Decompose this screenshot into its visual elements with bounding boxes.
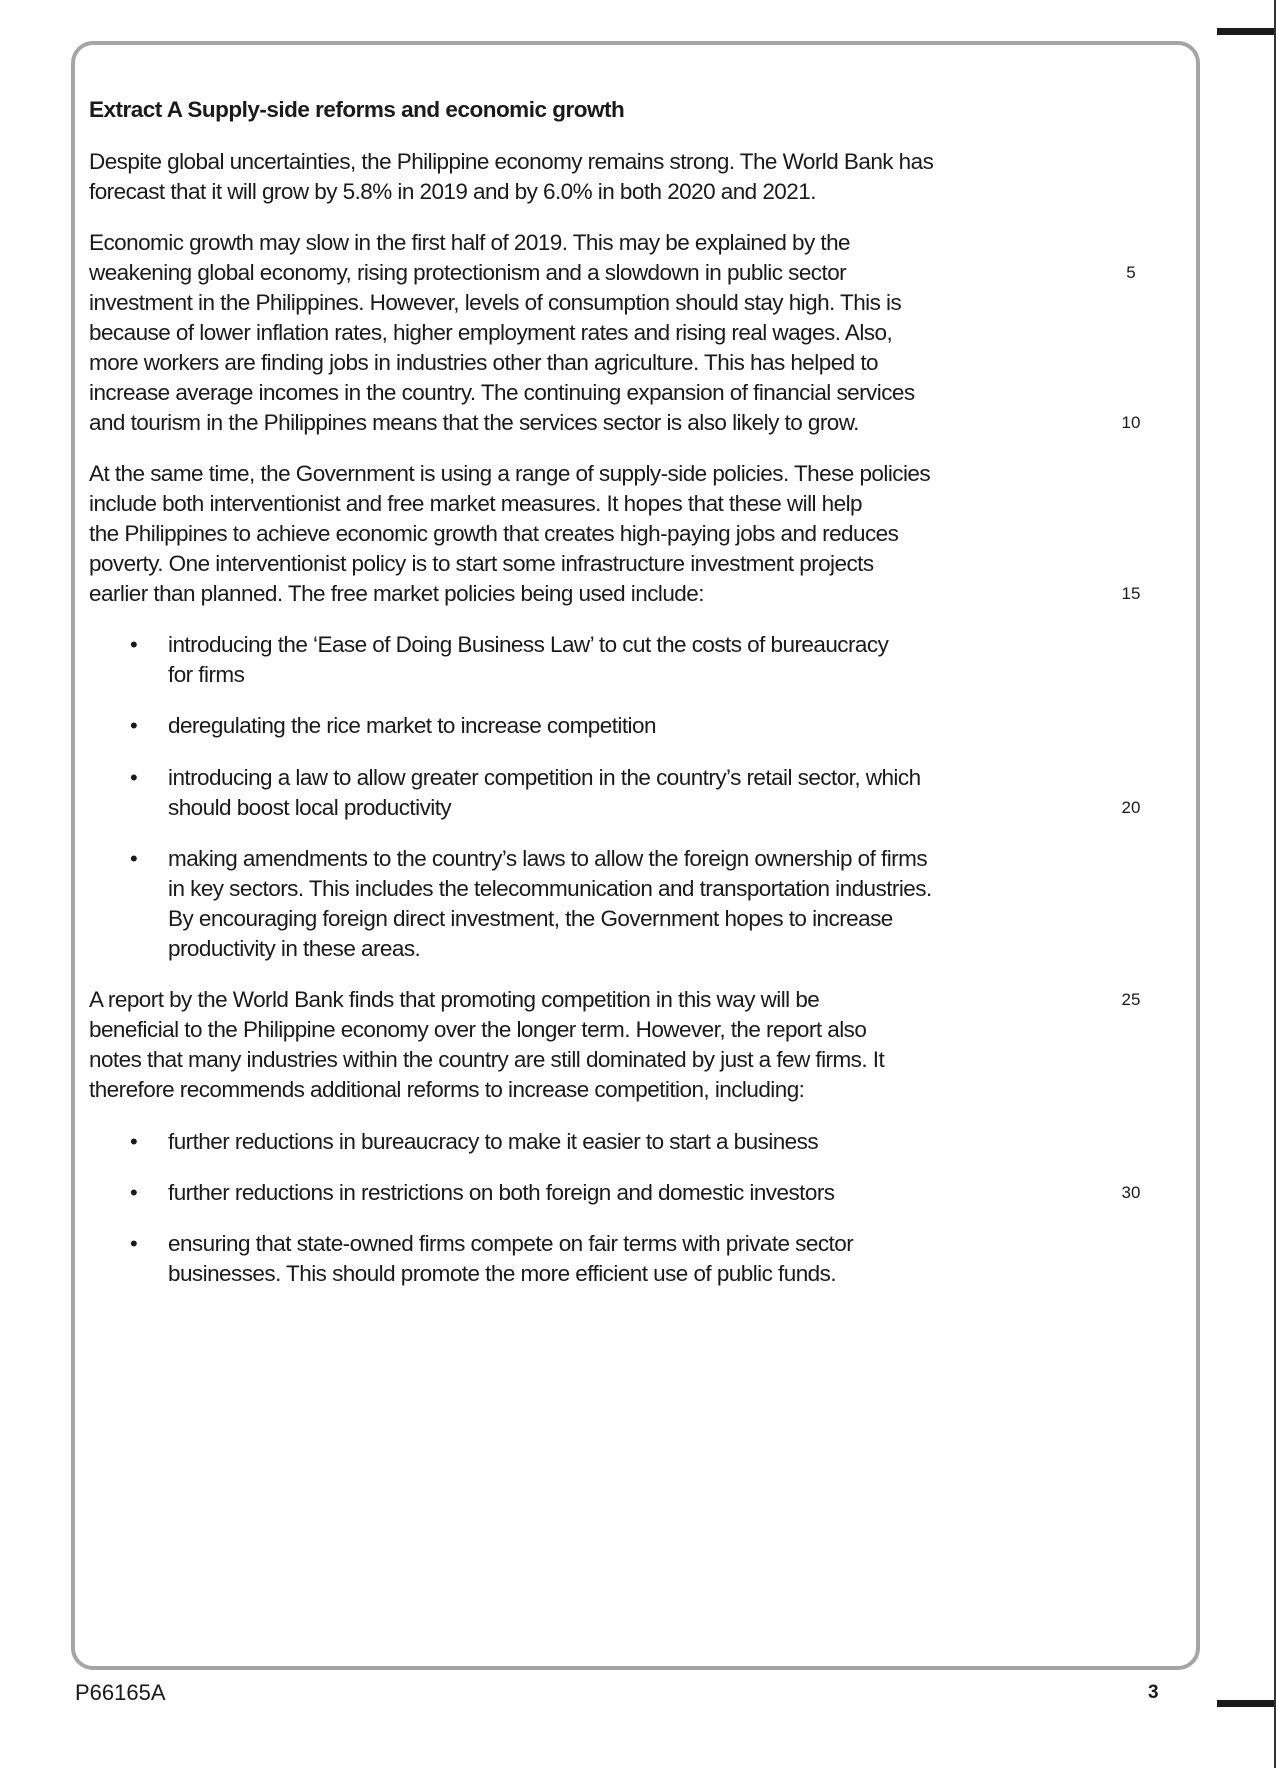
paragraph-2-line-7: and tourism in the Philippines means that the services sector is also likely to grow. <box>89 410 859 435</box>
bullet-1-4-line-1: making amendments to the country’s laws to allow the foreign ownership of firms <box>168 846 928 871</box>
bullet-2-1-line-1: further reductions in bureaucracy to make it easier to start a business <box>168 1129 819 1154</box>
paragraph-3-line-3: the Philippines to achieve economic growth that creates high-paying jobs and reduces <box>89 521 899 546</box>
bullet-1-4-line-2: in key sectors. This includes the telecommunication and transportation industries. <box>168 876 932 901</box>
line-number-30: 30 <box>1121 1183 1141 1202</box>
bullet-icon: • <box>130 1231 138 1256</box>
bullet-1-1-line-1: introducing the ‘Ease of Doing Business Law’ to cut the costs of bureaucracy <box>168 632 889 657</box>
paragraph-2-line-4: because of lower inflation rates, higher employment rates and rising real wages. Also, <box>89 320 893 345</box>
paper-code: P66165A <box>75 1680 166 1705</box>
paragraph-4-line-1: A report by the World Bank finds that promoting competition in this way will be <box>89 987 820 1012</box>
line-number-15: 15 <box>1121 584 1141 603</box>
paragraph-2-line-5: more workers are finding jobs in industries other than agriculture. This has helped to <box>89 350 878 375</box>
paragraph-1-line-1: Despite global uncertainties, the Philippine economy remains strong. The World Bank has <box>89 149 934 174</box>
bullet-icon: • <box>130 846 138 871</box>
paragraph-1-line-2: forecast that it will grow by 5.8% in 2019 and by 6.0% in both 2020 and 2021. <box>89 179 816 204</box>
bullet-2-3-line-2: businesses. This should promote the more efficient use of public funds. <box>168 1261 837 1286</box>
bullet-2-2-line-1: further reductions in restrictions on both foreign and domestic investors <box>168 1180 835 1205</box>
bullet-icon: • <box>130 765 138 790</box>
paragraph-4-line-2: beneficial to the Philippine economy over the longer term. However, the report also <box>89 1017 867 1042</box>
crop-mark-bottom <box>1217 1700 1275 1707</box>
bullet-1-3-line-2: should boost local productivity <box>168 795 452 820</box>
line-number-5: 5 <box>1126 263 1136 282</box>
paragraph-2-line-6: increase average incomes in the country. The continuing expansion of financial services <box>89 380 915 405</box>
crop-mark-top <box>1217 28 1275 35</box>
bullet-2-3-line-1: ensuring that state-owned firms compete on fair terms with private sector <box>168 1231 854 1256</box>
bullet-icon: • <box>130 632 138 657</box>
bullet-1-4-line-3: By encouraging foreign direct investment, the Government hopes to increase <box>168 906 893 931</box>
page-number: 3 <box>1148 1682 1159 1703</box>
bullet-1-2-line-1: deregulating the rice market to increase competition <box>168 713 656 738</box>
paragraph-2-line-1: Economic growth may slow in the first half of 2019. This may be explained by the <box>89 230 850 255</box>
bullet-icon: • <box>130 713 138 738</box>
line-number-25: 25 <box>1121 990 1141 1009</box>
extract-title: Extract A Supply-side reforms and economic growth <box>89 97 625 122</box>
bullet-1-1-line-2: for firms <box>168 662 245 687</box>
paragraph-3-line-2: include both interventionist and free market measures. It hopes that these will help <box>89 491 863 516</box>
bullet-icon: • <box>130 1180 138 1205</box>
bullet-icon: • <box>130 1129 138 1154</box>
paragraph-3-line-1: At the same time, the Government is using a range of supply-side policies. These policies <box>89 461 931 486</box>
paragraph-2-line-2: weakening global economy, rising protectionism and a slowdown in public sector <box>89 260 847 285</box>
paragraph-3-line-4: poverty. One interventionist policy is to start some infrastructure investment projects <box>89 551 874 576</box>
paragraph-3-line-5: earlier than planned. The free market policies being used include: <box>89 581 704 606</box>
paragraph-4-line-3: notes that many industries within the country are still dominated by just a few firms. It <box>89 1047 885 1072</box>
line-number-20: 20 <box>1121 798 1141 817</box>
line-number-10: 10 <box>1121 413 1141 432</box>
bullet-1-4-line-4: productivity in these areas. <box>168 936 421 961</box>
paragraph-4-line-4: therefore recommends additional reforms to increase competition, including: <box>89 1077 805 1102</box>
bullet-1-3-line-1: introducing a law to allow greater competition in the country’s retail sector, which <box>168 765 921 790</box>
paragraph-2-line-3: investment in the Philippines. However, levels of consumption should stay high. This is <box>89 290 902 315</box>
